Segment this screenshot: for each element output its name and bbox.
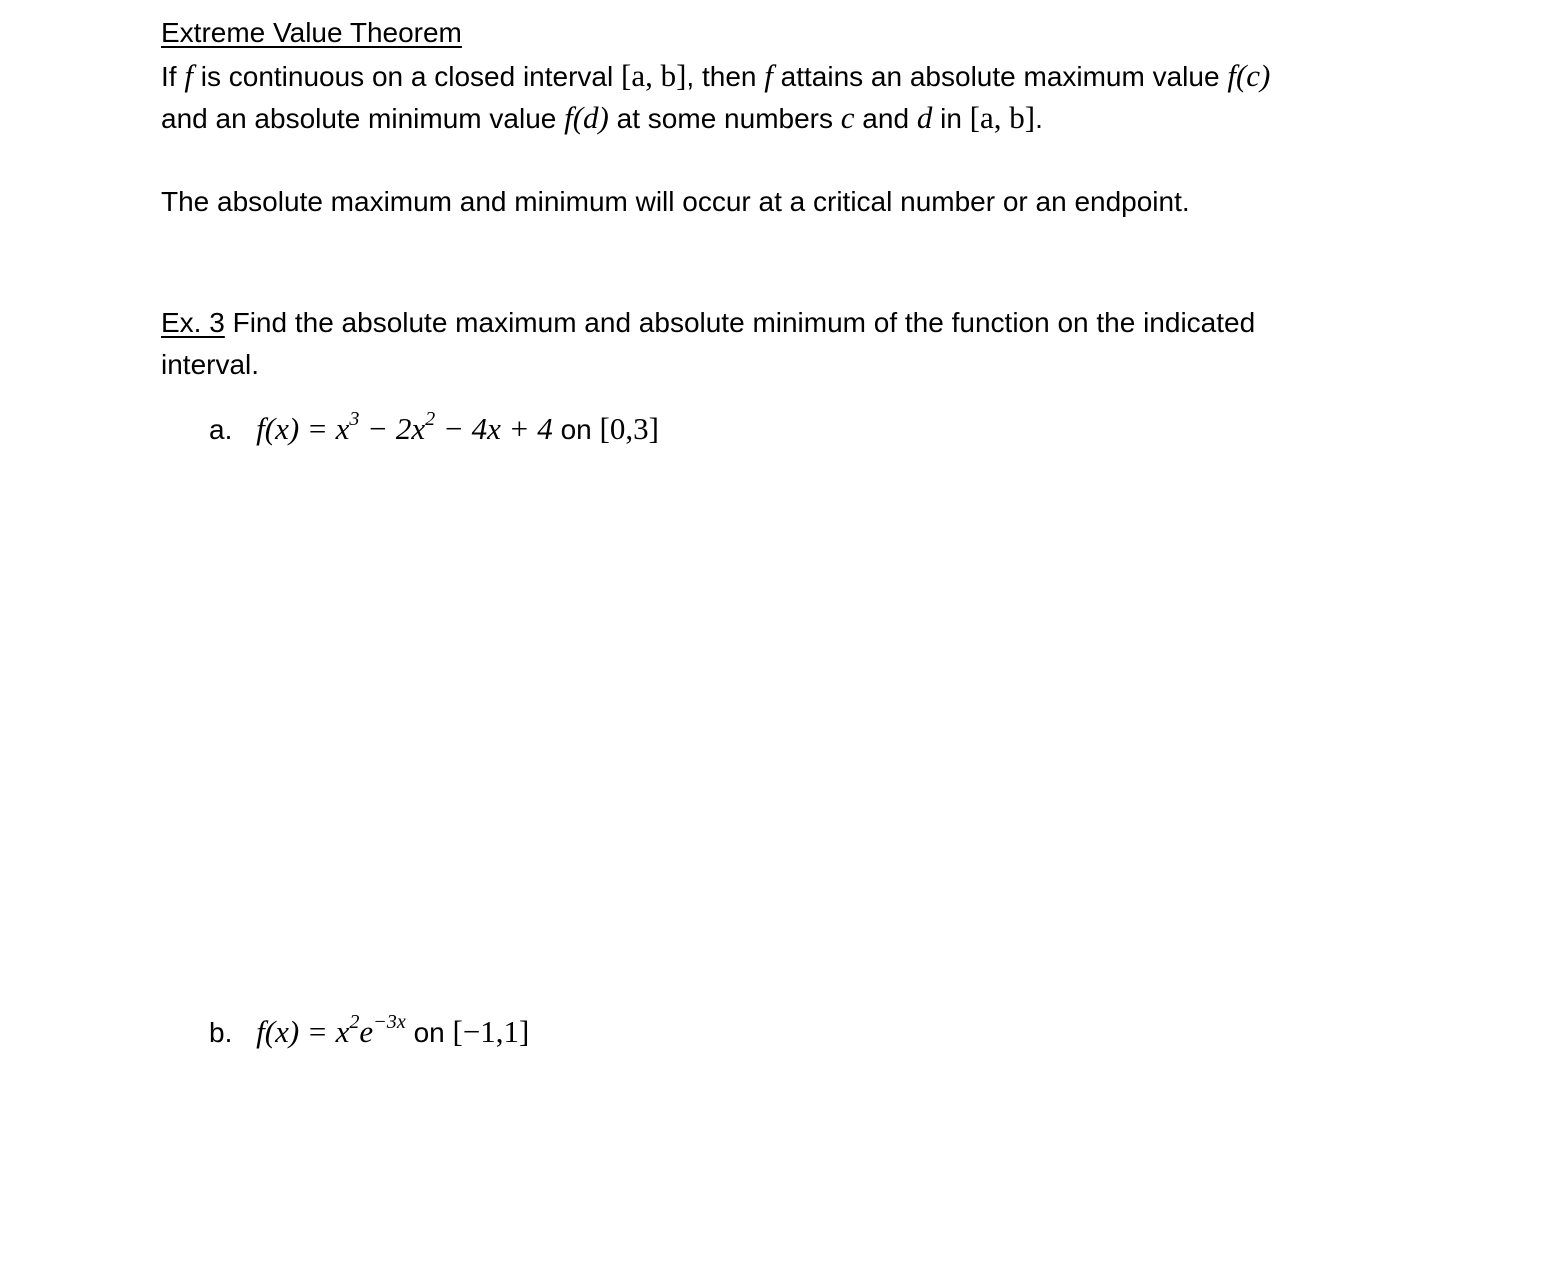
function-lhs: f(x) = x	[256, 411, 350, 446]
math-f: f	[764, 58, 773, 93]
text: and an absolute minimum value	[161, 103, 565, 134]
part-marker: b.	[209, 1017, 233, 1048]
theorem-statement-line-1	[161, 59, 1270, 94]
text: Find the absolute maximum and absolute minimum of the function on the indicated	[224, 307, 1256, 338]
example-part-a	[209, 407, 659, 447]
text: , then	[686, 61, 765, 92]
text: in	[932, 103, 970, 134]
text: and	[854, 103, 917, 134]
text: .	[1035, 103, 1043, 134]
example-part-b	[209, 1010, 530, 1050]
text: on	[405, 1017, 453, 1048]
function-lhs: f(x) = x	[256, 1014, 350, 1049]
math-interval: [a, b]	[621, 58, 687, 93]
text: attains an absolute maximum value	[772, 61, 1228, 92]
math-c: c	[840, 100, 855, 135]
function-term: − 2x	[359, 411, 426, 446]
exponent: 3	[349, 407, 360, 430]
example-instruction-line-2: interval.	[161, 349, 260, 380]
math-interval: [a, b]	[969, 100, 1036, 135]
math-f-of-d: f(d)	[564, 100, 609, 135]
function-term: e	[359, 1014, 374, 1049]
math-interval: [−1,1]	[452, 1014, 530, 1049]
math-f: f	[184, 58, 193, 93]
function-expression	[256, 407, 553, 446]
math-f-of-c: f(c)	[1227, 58, 1271, 93]
function-term: − 4x + 4	[435, 411, 553, 446]
theorem-statement-line-2	[161, 101, 1043, 136]
text: If	[161, 61, 185, 92]
exponent: −3x	[373, 1010, 406, 1033]
example-label: Ex. 3	[161, 307, 225, 338]
theorem-title: Extreme Value Theorem	[161, 17, 462, 48]
text: on	[552, 414, 600, 445]
function-expression	[256, 1010, 406, 1049]
example-instruction-line-1	[161, 306, 1255, 340]
text: is continuous on a closed interval	[192, 61, 621, 92]
math-interval: [0,3]	[599, 411, 659, 446]
part-marker: a.	[209, 414, 233, 445]
text: at some numbers	[608, 103, 841, 134]
exponent: 2	[349, 1010, 360, 1033]
theorem-note: The absolute maximum and minimum will occur at a critical number or an endpoint.	[161, 186, 1190, 217]
exponent: 2	[425, 407, 436, 430]
math-d: d	[916, 100, 933, 135]
